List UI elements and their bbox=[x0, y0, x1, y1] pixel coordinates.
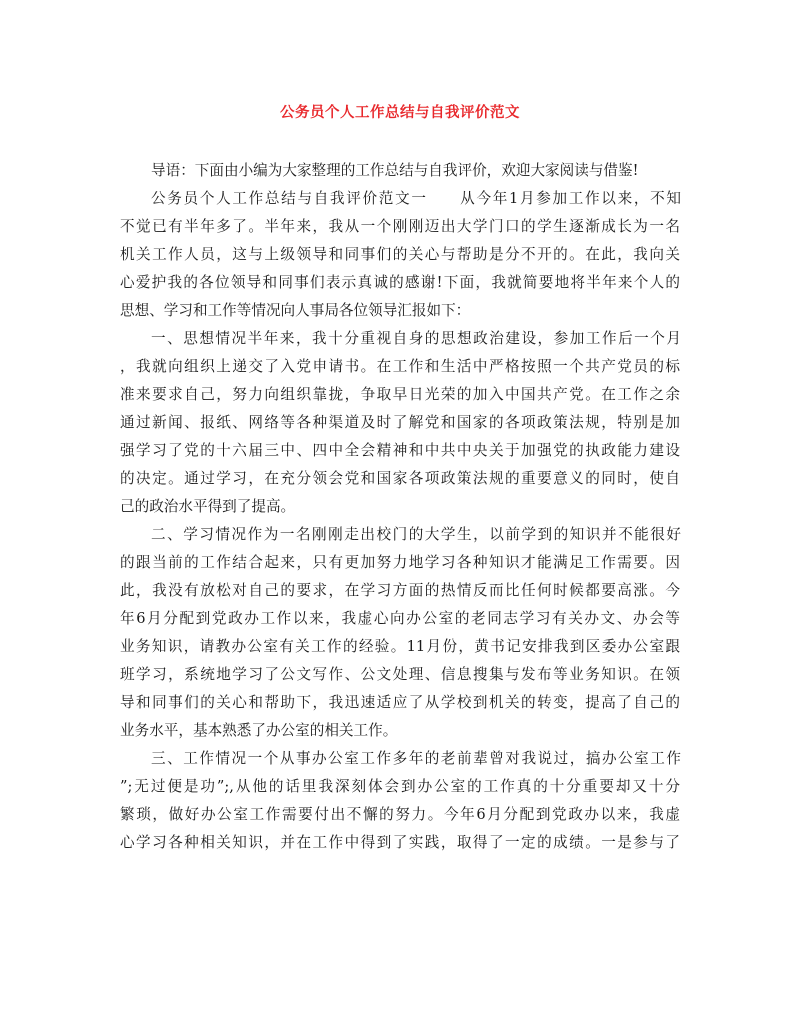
body-line-18: 业务知识，请教办公室有关工作的经验。11月份，黄书记安排我到区委办公室跟 bbox=[120, 638, 680, 655]
body-line-16: 此，我没有放松对自己的要求，在学习方面的热情反而比任何时候都要高涨。今 bbox=[120, 582, 680, 599]
body-line-24: 繁琐，做好办公室工作需要付出不懈的努力。今年6月分配到党政办以来，我虚 bbox=[120, 806, 680, 823]
body-line-25: 心学习各种相关知识，并在工作中得到了实践，取得了一定的成绩。一是参与了 bbox=[120, 834, 680, 851]
body-line-12: 的决定。通过学习，在充分领会党和国家各项政策法规的重要意义的同时，使自 bbox=[120, 470, 680, 487]
body-line-6: 思想、学习和工作等情况向人事局各位领导汇报如下： bbox=[120, 302, 471, 319]
body-line-23: ”;无过便是功”;,从他的话里我深刻体会到办公室的工作真的十分重要却又十分 bbox=[120, 778, 680, 795]
body-line-14: 二、学习情况作为一名刚刚走出校门的大学生，以前学到的知识并不能很好 bbox=[151, 526, 681, 543]
body-line-19: 班学习，系统地学习了公文写作、公文处理、信息搜集与发布等业务知识。在领 bbox=[120, 666, 680, 683]
body-line-13: 己的政治水平得到了提高。 bbox=[120, 498, 296, 515]
body-line-4: 机关工作人员，这与上级领导和同事们的关心与帮助是分不开的。在此，我向关 bbox=[120, 246, 680, 263]
body-line-5: 心爱护我的各位领导和同事们表示真诚的感谢!下面，我就简要地将半年来个人的 bbox=[120, 274, 680, 291]
body-line-11: 强学习了党的十六届三中、四中全会精神和中共中央关于加强党的执政能力建设 bbox=[120, 442, 680, 459]
body-line-10: 通过新闻、报纸、网络等各种渠道及时了解党和国家的各项政策法规，特别是加 bbox=[120, 414, 680, 431]
body-line-20: 导和同事们的关心和帮助下，我迅速适应了从学校到机关的转变，提高了自己的 bbox=[120, 694, 680, 711]
document-title: 公务员个人工作总结与自我评价范文 bbox=[280, 104, 520, 121]
body-line-22: 三、工作情况一个从事办公室工作多年的老前辈曾对我说过，搞办公室工作 bbox=[151, 750, 681, 767]
body-line-17: 年6月分配到党政办工作以来，我虚心向办公室的老同志学习有关办文、办会等 bbox=[120, 610, 680, 627]
body-line-1: 导语：下面由小编为大家整理的工作总结与自我评价，欢迎大家阅读与借鉴! bbox=[151, 162, 639, 179]
body-line-9: 准来要求自己，努力向组织靠拢，争取早日光荣的加入中国共产党。在工作之余 bbox=[120, 386, 680, 403]
body-line-8: ，我就向组织上递交了入党申请书。在工作和生活中严格按照一个共产党员的标 bbox=[120, 358, 680, 375]
body-line-7: 一、思想情况半年来，我十分重视自身的思想政治建设，参加工作后一个月 bbox=[151, 330, 681, 347]
body-line-2: 公务员个人工作总结与自我评价范文一 从今年1月参加工作以来，不知 bbox=[151, 190, 681, 207]
body-line-3: 不觉已有半年多了。半年来，我从一个刚刚迈出大学门口的学生逐渐成长为一名 bbox=[120, 218, 680, 235]
body-line-15: 的跟当前的工作结合起来，只有更加努力地学习各种知识才能满足工作需要。因 bbox=[120, 554, 680, 571]
body-line-21: 业务水平，基本熟悉了办公室的相关工作。 bbox=[120, 722, 398, 739]
